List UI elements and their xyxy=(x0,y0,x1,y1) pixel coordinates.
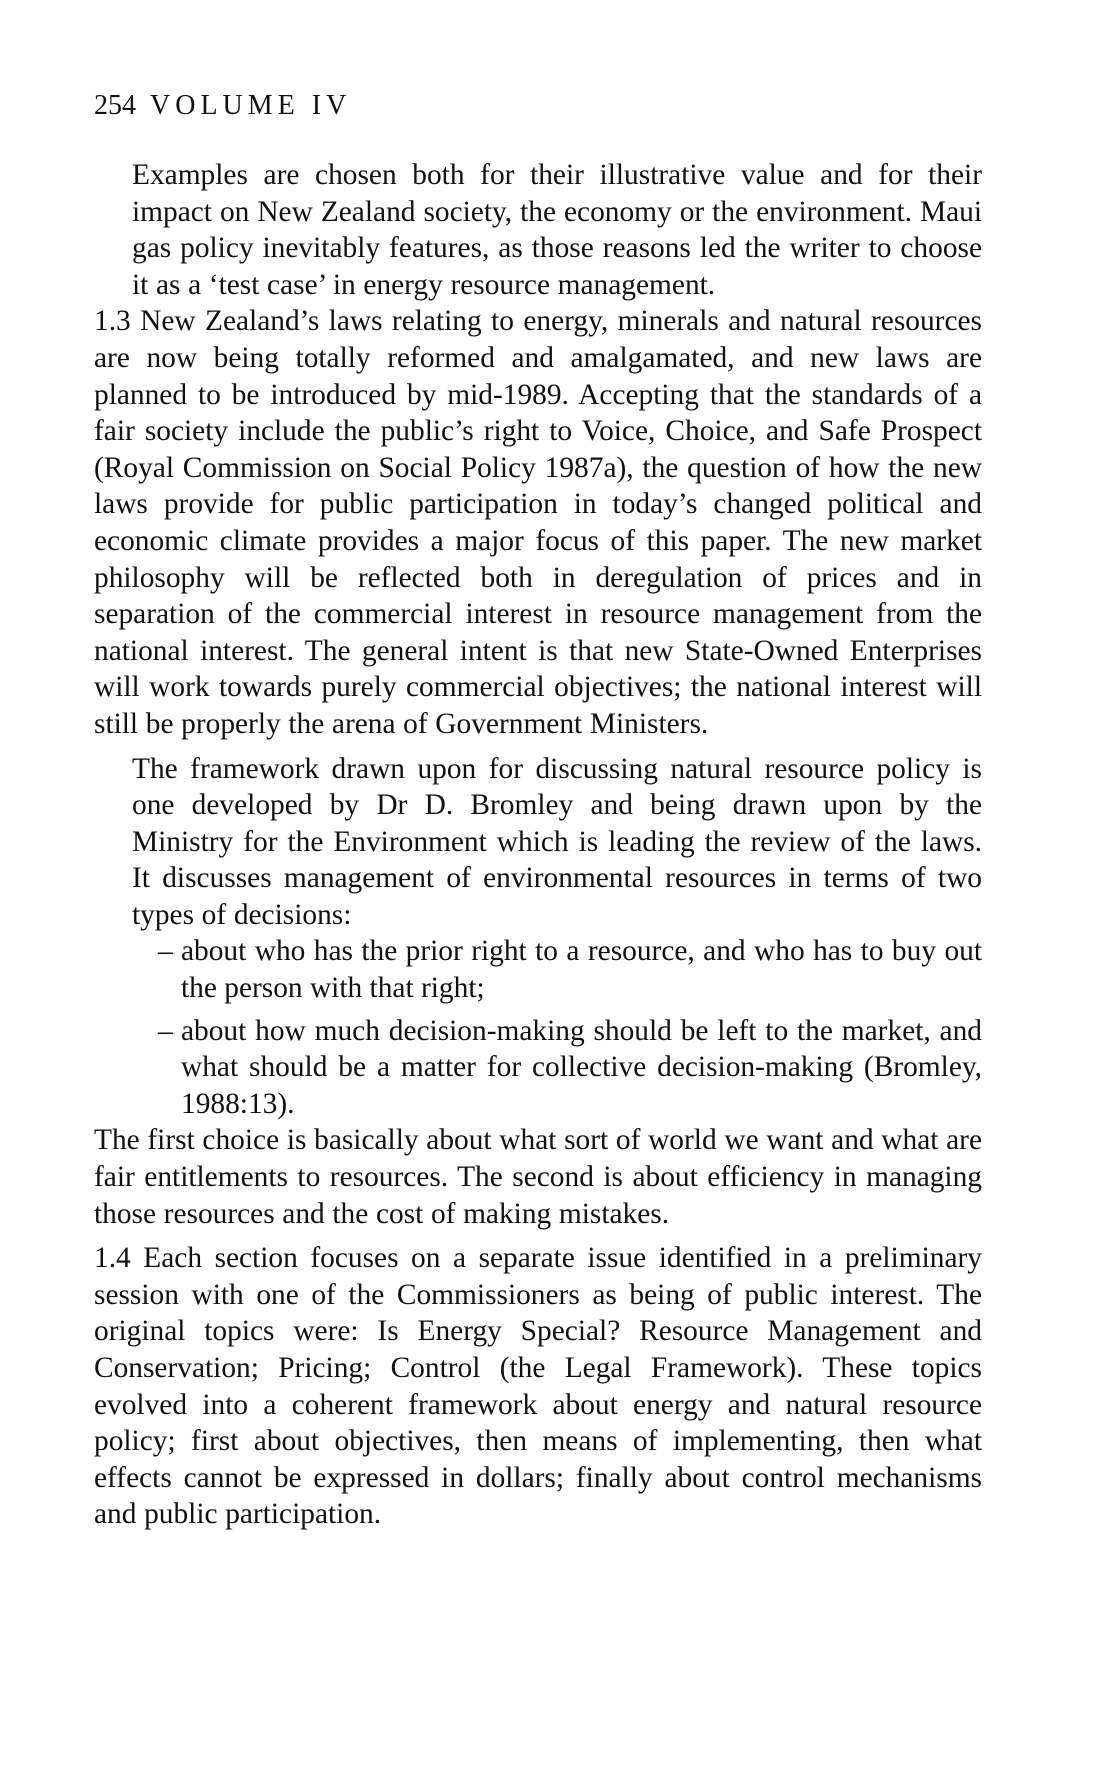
opening-section xyxy=(94,157,982,303)
running-head xyxy=(94,86,351,126)
list-item xyxy=(94,1013,982,1123)
page-number: 254 xyxy=(94,90,136,121)
body-text xyxy=(94,157,982,1533)
list-item-text: about who has the prior right to a resource, and who has to buy out the person with that right; xyxy=(181,935,982,1005)
paragraph-section-1-3: 1.3 New Zealand’s laws relating to energy, minerals and natural resources are now being totally reformed and amalgamated, and new laws are planned to be introduced by mid-1989. Accepting that the standards of a fair society include the public’s right to Voice, Choice, and Safe Prospect (Royal Commission on Social Policy 1987a), the question of how the new laws provide for public participation in today’s changed political and economic climate provides a major focus of this paper. The new market philosophy will be reflected both in deregulation of prices and in separation of the commercial interest in resource management from the national interest. The general intent is that new State-Owned Enterprises will work towards purely commercial objectives; the national interest will still be properly the arena of Government Ministers. xyxy=(94,305,982,740)
dash-bullet: – xyxy=(158,1014,173,1047)
framework-section xyxy=(94,751,982,934)
paragraph-framework: The framework drawn upon for discussing natural resource policy is one developed by Dr D. Bromley and being drawn upon by the Ministry for the Environment which is leading the review of the laws. It discusses management of environmental resources in terms of two types of decisions: xyxy=(132,752,982,931)
volume-label: VOLUME IV xyxy=(150,90,352,121)
list-item-text: about how much decision-making should be left to the market, and what should be a matter for collective decision-making (Bromley, 1988:13). xyxy=(181,1014,982,1120)
decision-types-list xyxy=(94,933,982,1122)
paragraph-first-choice: The first choice is basically about what sort of world we want and what are fair entitlements to resources. The second is about efficiency in managing those resources and the cost of making mistakes. xyxy=(94,1124,982,1230)
paragraph-examples: Examples are chosen both for their illustrative value and for their impact on New Zealand society, the economy or the environment. Maui gas policy inevitably features, as those reasons led the writer to choose it as a ‘test case’ in energy resource management. xyxy=(132,159,982,301)
paragraph-section-1-4: 1.4 Each section focuses on a separate issue identified in a preliminary session with one of the Commissioners as being of public interest. The original topics were: Is Energy Special? Resource Management and Conservation; Pricing; Control (the Legal Framework). These topics evolved into a coherent framework about energy and natural resource policy; first about objectives, then means of implementing, then what effects cannot be expressed in dollars; finally about control mechanisms and public participation. xyxy=(94,1242,982,1531)
list-item xyxy=(94,933,982,1006)
dash-bullet: – xyxy=(158,935,173,968)
